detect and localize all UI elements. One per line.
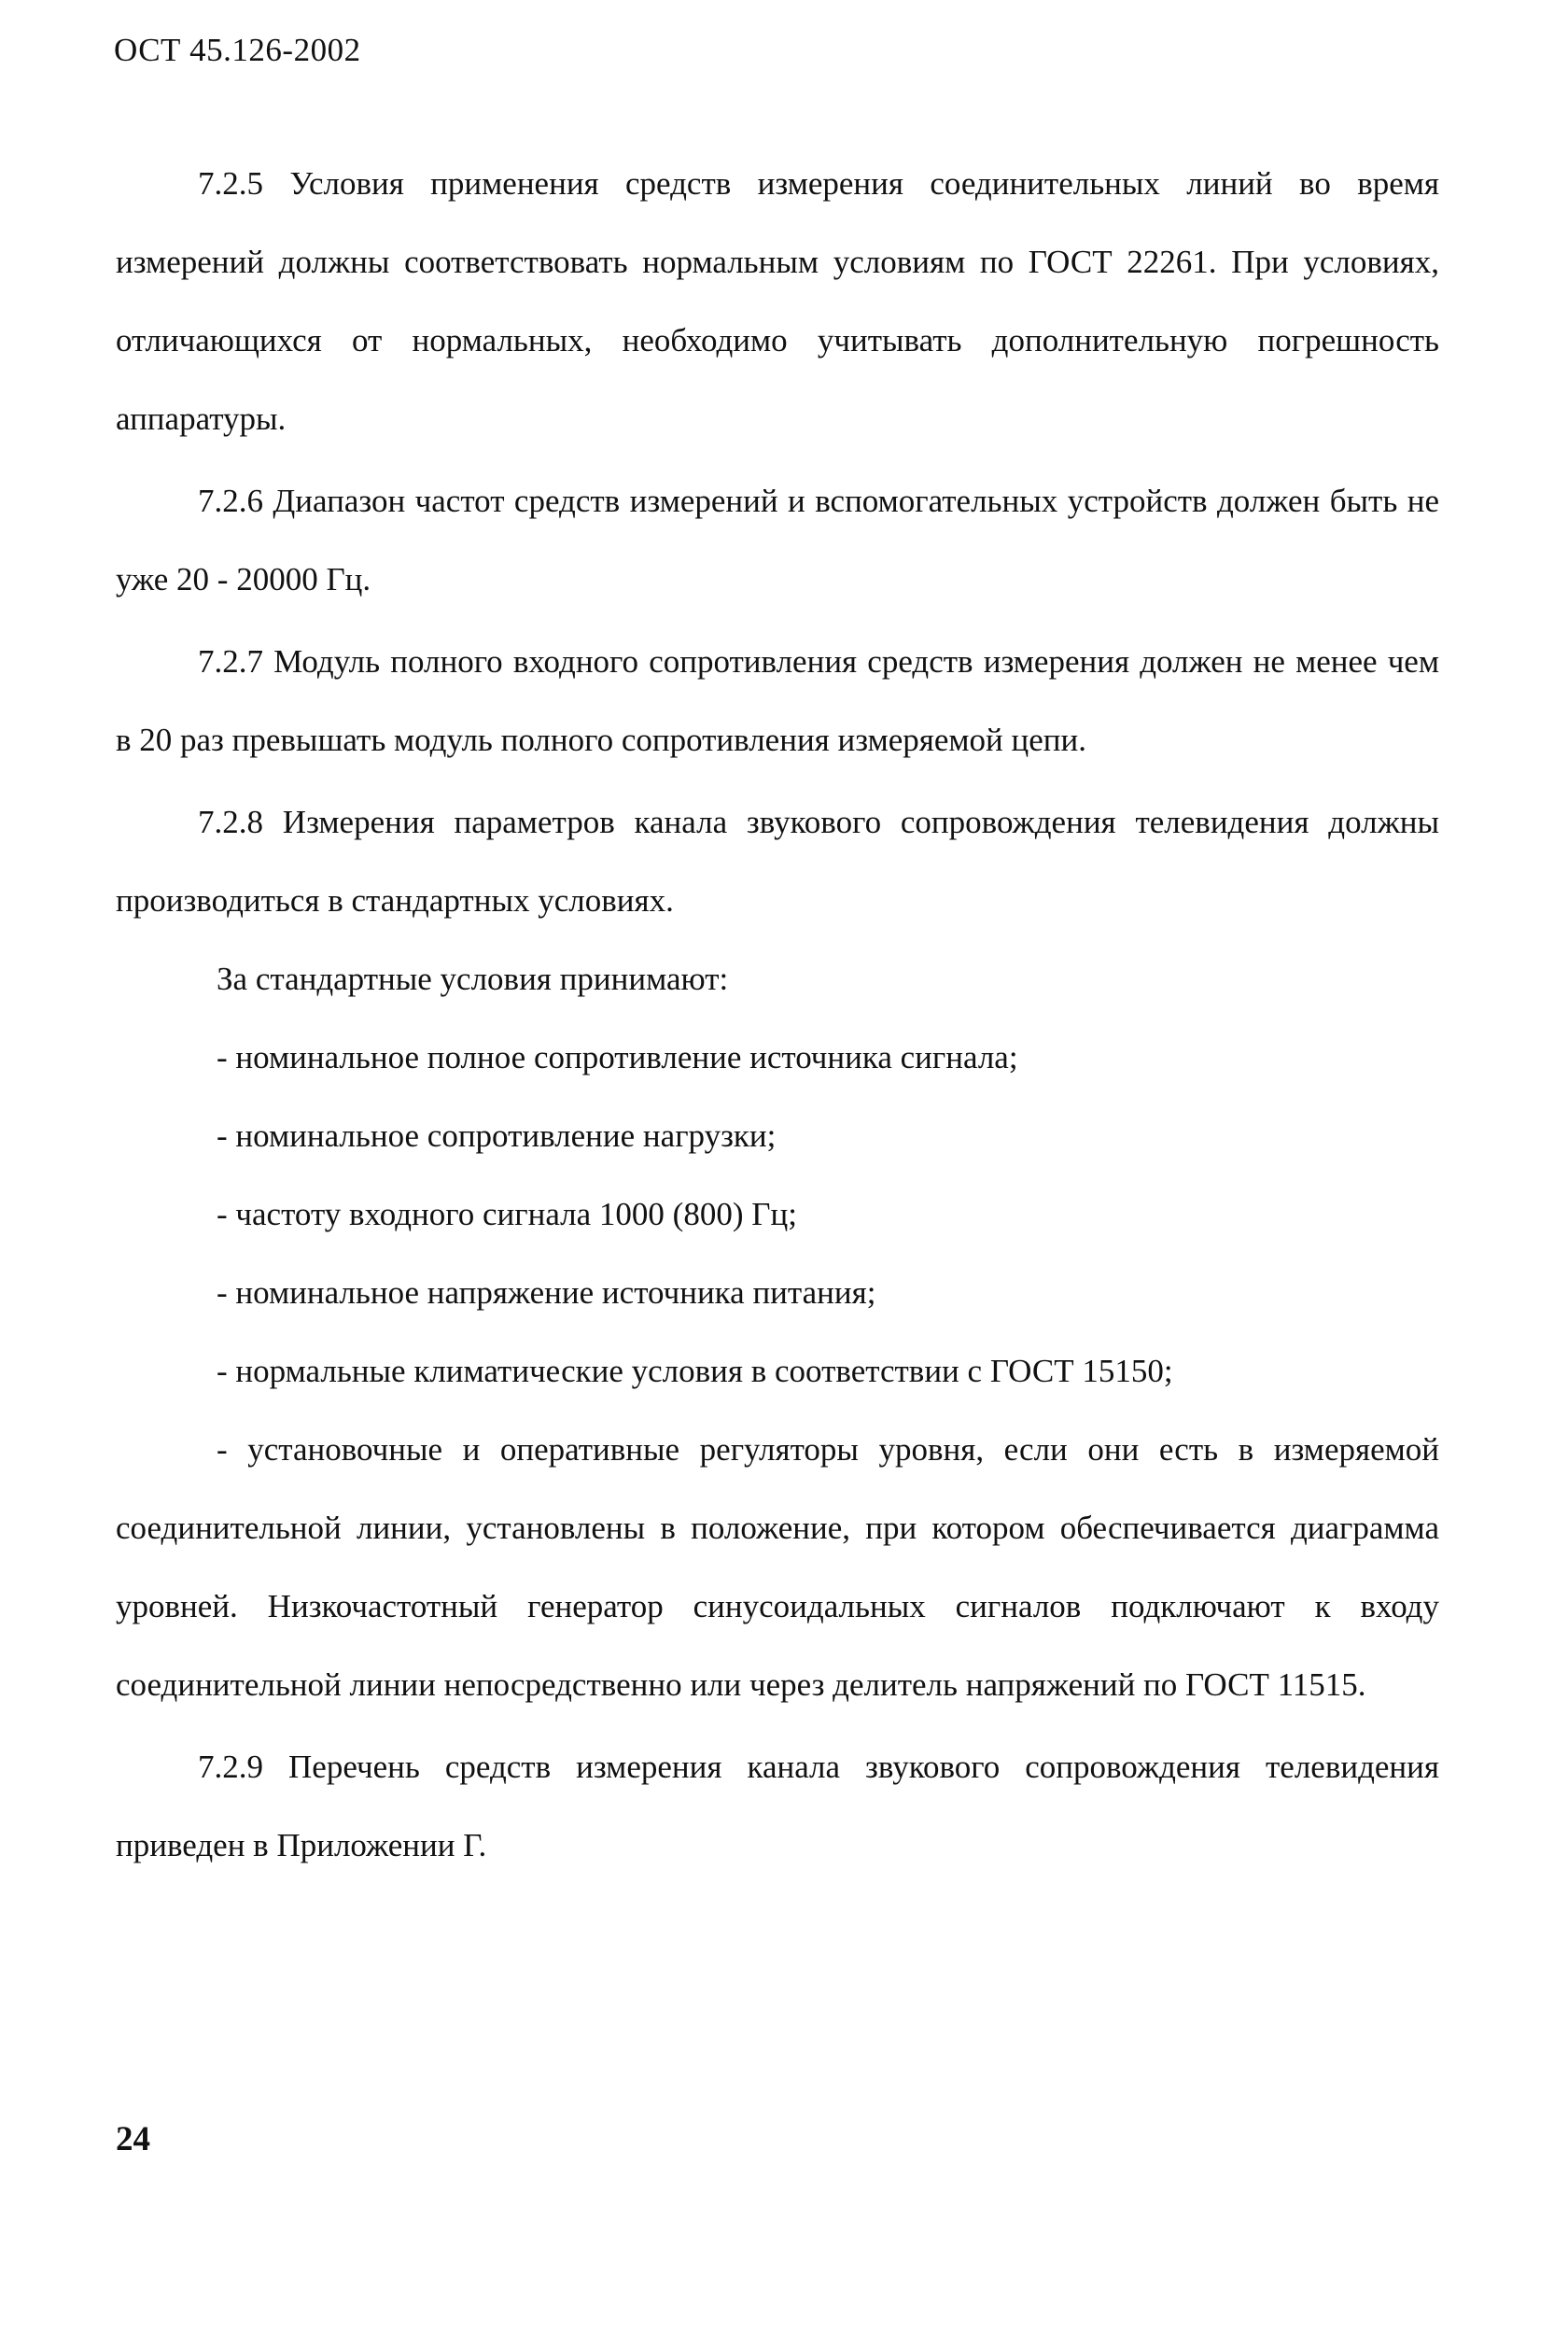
paragraph-7-2-7: 7.2.7 Модуль полного входного сопротивления средств измерения должен не менее чем в 20 раз превышать модуль полного сопротивления измеряемой цепи. bbox=[116, 643, 1439, 758]
paragraph-7-2-8: 7.2.8 Измерения параметров канала звукового сопровождения телевидения должны производиться в стандартных условиях. bbox=[116, 804, 1439, 919]
condition-item: - номинальное сопротивление нагрузки; bbox=[217, 1117, 777, 1154]
document-code-header: ОСТ 45.126-2002 bbox=[114, 32, 361, 68]
document-body bbox=[116, 145, 1439, 1885]
condition-item: - нормальные климатические условия в соответствии с ГОСТ 15150; bbox=[217, 1353, 1173, 1389]
condition-item: - номинальное полное сопротивление источника сигнала; bbox=[217, 1039, 1018, 1075]
paragraph-7-2-9: 7.2.9 Перечень средств измерения канала звукового сопровождения телевидения приведен в Приложении Г. bbox=[116, 1749, 1439, 1863]
paragraph-7-2-5: 7.2.5 Условия применения средств измерения соединительных линий во время измерений должны соответствовать нормальным условиям по ГОСТ 22261. При условиях, отличающихся от нормальных, необходимо учитывать дополнительную погрешность аппаратуры. bbox=[116, 165, 1439, 437]
paragraph-7-2-6: 7.2.6 Диапазон частот средств измерений и вспомогательных устройств должен быть не уже 20 - 20000 Гц. bbox=[116, 483, 1439, 597]
page-number: 24 bbox=[116, 2120, 150, 2158]
condition-item: - номинальное напряжение источника питания; bbox=[217, 1274, 876, 1311]
condition-item: - установочные и оперативные регуляторы уровня, если они есть в измеряемой соединительной линии, установлены в положение, при котором обеспечивается диаграмма уровней. Низкочастотный генератор синусоидальных сигналов подключают к входу соединительной линии непосредственно или через делитель напряжений по ГОСТ 11515. bbox=[116, 1431, 1439, 1703]
standard-conditions-intro: За стандартные условия принимают: bbox=[217, 961, 729, 997]
condition-item: - частоту входного сигнала 1000 (800) Гц; bbox=[217, 1196, 797, 1232]
